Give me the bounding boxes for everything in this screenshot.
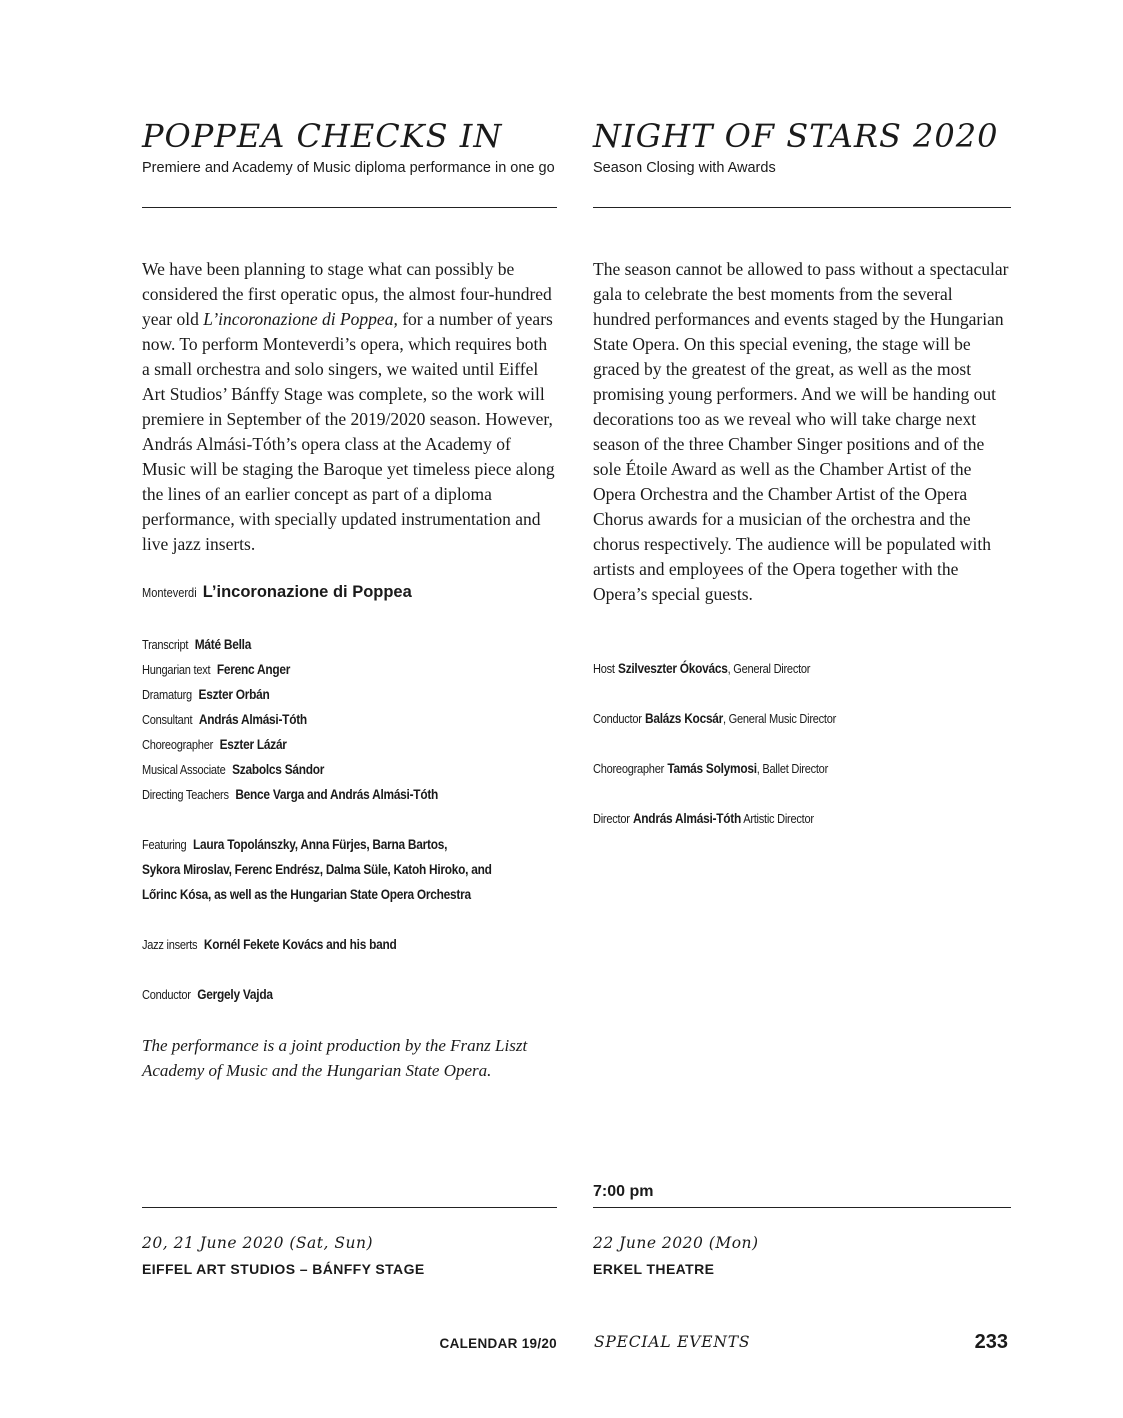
credit-value: Szabolcs Sándor bbox=[232, 761, 325, 777]
featuring-cast bbox=[142, 832, 572, 907]
left-event-title: POPPEA CHECKS IN bbox=[142, 117, 503, 155]
featuring-line bbox=[142, 832, 508, 857]
work-composer: Monteverdi bbox=[142, 585, 197, 600]
work-line bbox=[142, 583, 412, 602]
featuring-label: Featuring bbox=[142, 837, 187, 852]
right-header-divider bbox=[593, 207, 1011, 208]
credit-label: Conductor bbox=[142, 987, 191, 1002]
coproduction-note: The performance is a joint production by the Franz Liszt Academy of Music and the Hungarian State Opera. bbox=[142, 1036, 528, 1080]
right-body-text: The season cannot be allowed to pass without a spectacular gala to celebrate the best moments from the several hundred performances and events staged by the Hungarian State Opera. On this special evening, the stage will be graced by the greatest of the great, as well as the most promising young performers. And we will be handing out decorations too as we reveal who will take charge next season of the three Chamber Singer positions and of the sole Étoile Award as well as the Chamber Artist of the Opera Orchestra and the Chamber Artist of the Opera Chorus awards for a musician of the orchestra and the chorus respectively. The audience will be populated with artists and employees of the Opera together with the Opera’s special guests. bbox=[593, 259, 1009, 604]
featuring-names-1: Laura Topolánszky, Anna Fürjes, Barna Bartos, bbox=[193, 836, 448, 852]
left-body-work-title: L’incoronazione di Poppea, bbox=[203, 309, 398, 329]
credit-line bbox=[142, 707, 336, 732]
credit-value: András Almási-Tóth bbox=[632, 810, 741, 826]
credit-label: Conductor bbox=[593, 711, 642, 726]
credit-label: Consultant bbox=[142, 712, 193, 727]
right-event-date: 22 June 2020 (Mon) bbox=[593, 1234, 759, 1252]
credit-line bbox=[593, 806, 853, 831]
credit-value: Tamás Solymosi bbox=[667, 760, 757, 776]
credit-label: Host bbox=[593, 661, 615, 676]
featuring-line bbox=[142, 857, 508, 882]
credit-value: Ferenc Anger bbox=[216, 661, 291, 677]
right-column bbox=[593, 0, 1011, 1418]
credit-label: Hungarian text bbox=[142, 662, 211, 677]
credit-label: Choreographer bbox=[593, 761, 665, 776]
credit-line bbox=[142, 982, 296, 1007]
credit-label: Directing Teachers bbox=[142, 787, 229, 802]
credit-line bbox=[142, 757, 356, 782]
credit-line bbox=[593, 756, 869, 781]
credit-value: András Almási-Tóth bbox=[198, 711, 307, 727]
credit-line bbox=[142, 657, 316, 682]
credit-line bbox=[142, 632, 270, 657]
featuring-line bbox=[142, 882, 508, 907]
credit-value: Eszter Lázár bbox=[219, 736, 287, 752]
credit-role: Artistic Director bbox=[740, 811, 814, 826]
right-event-title: NIGHT OF STARS 2020 bbox=[593, 117, 999, 155]
right-footer-divider bbox=[593, 1207, 1011, 1208]
credit-label: Dramaturg bbox=[142, 687, 192, 702]
left-event-venue: EIFFEL ART STUDIOS – BÁNFFY STAGE bbox=[142, 1261, 425, 1277]
credit-label: Director bbox=[593, 811, 630, 826]
credit-role: , Ballet Director bbox=[756, 761, 828, 776]
left-body-text bbox=[142, 257, 557, 557]
credit-line bbox=[142, 732, 312, 757]
work-title: L’incoronazione di Poppea bbox=[202, 583, 412, 601]
featuring-names-2: Sykora Miroslav, Ferenc Endrész, Dalma Süle, Katoh Hiroko, and bbox=[142, 861, 492, 877]
credit-role: , General Music Director bbox=[723, 711, 837, 726]
left-footer-divider bbox=[142, 1207, 557, 1208]
credit-value: Eszter Orbán bbox=[198, 686, 270, 702]
left-header-divider bbox=[142, 207, 557, 208]
credit-value: Gergely Vajda bbox=[197, 986, 273, 1002]
left-column bbox=[142, 0, 557, 1418]
credit-line bbox=[142, 932, 441, 957]
credit-role: , General Director bbox=[727, 661, 811, 676]
credit-line bbox=[593, 706, 879, 731]
credit-value: Balázs Kocsár bbox=[644, 710, 724, 726]
credit-line bbox=[142, 682, 292, 707]
credit-label: Choreographer bbox=[142, 737, 214, 752]
right-event-time: 7:00 pm bbox=[593, 1183, 654, 1200]
credit-value: Máté Bella bbox=[194, 636, 252, 652]
credit-value: Bence Varga and András Almási-Tóth bbox=[235, 786, 439, 802]
right-event-venue: ERKEL THEATRE bbox=[593, 1261, 715, 1277]
left-body-part1: We have been planning to stage what can possibly be considered the first operatic opus, the almost four-hundred year old bbox=[142, 259, 552, 329]
left-event-subtitle: Premiere and Academy of Music diploma performance in one go bbox=[142, 160, 555, 176]
credit-line bbox=[142, 782, 490, 807]
credit-value: Szilveszter Ókovács bbox=[618, 660, 728, 676]
page-number: 233 bbox=[974, 1331, 1008, 1353]
footer-calendar-label: CALENDAR 19/20 bbox=[439, 1336, 557, 1351]
credit-value: Kornél Fekete Kovács and his band bbox=[203, 936, 397, 952]
featuring-names-3: Lőrinc Kósa, as well as the Hungarian State Opera Orchestra bbox=[142, 886, 471, 902]
left-body-part2: for a number of years now. To perform Monteverdi’s opera, which requires both a small orchestra and solo singers, we waited until Eiffel Art Studios’ Bánffy Stage was complete, so the work will premiere in September of the 2019/2020 season. However, András Almási-Tóth’s opera class at the Academy of Music will be staging the Baroque yet timeless piece along the lines of an earlier concept as part of a diploma performance, with specially updated instrumentation and live jazz inserts. bbox=[142, 309, 555, 554]
credit-label: Jazz inserts bbox=[142, 937, 198, 952]
credit-label: Musical Associate bbox=[142, 762, 226, 777]
credit-label: Transcript bbox=[142, 637, 189, 652]
right-event-subtitle: Season Closing with Awards bbox=[593, 160, 776, 176]
credit-line bbox=[593, 656, 849, 681]
left-event-date: 20, 21 June 2020 (Sat, Sun) bbox=[142, 1234, 373, 1252]
footer-section-label: SPECIAL EVENTS bbox=[594, 1333, 751, 1351]
